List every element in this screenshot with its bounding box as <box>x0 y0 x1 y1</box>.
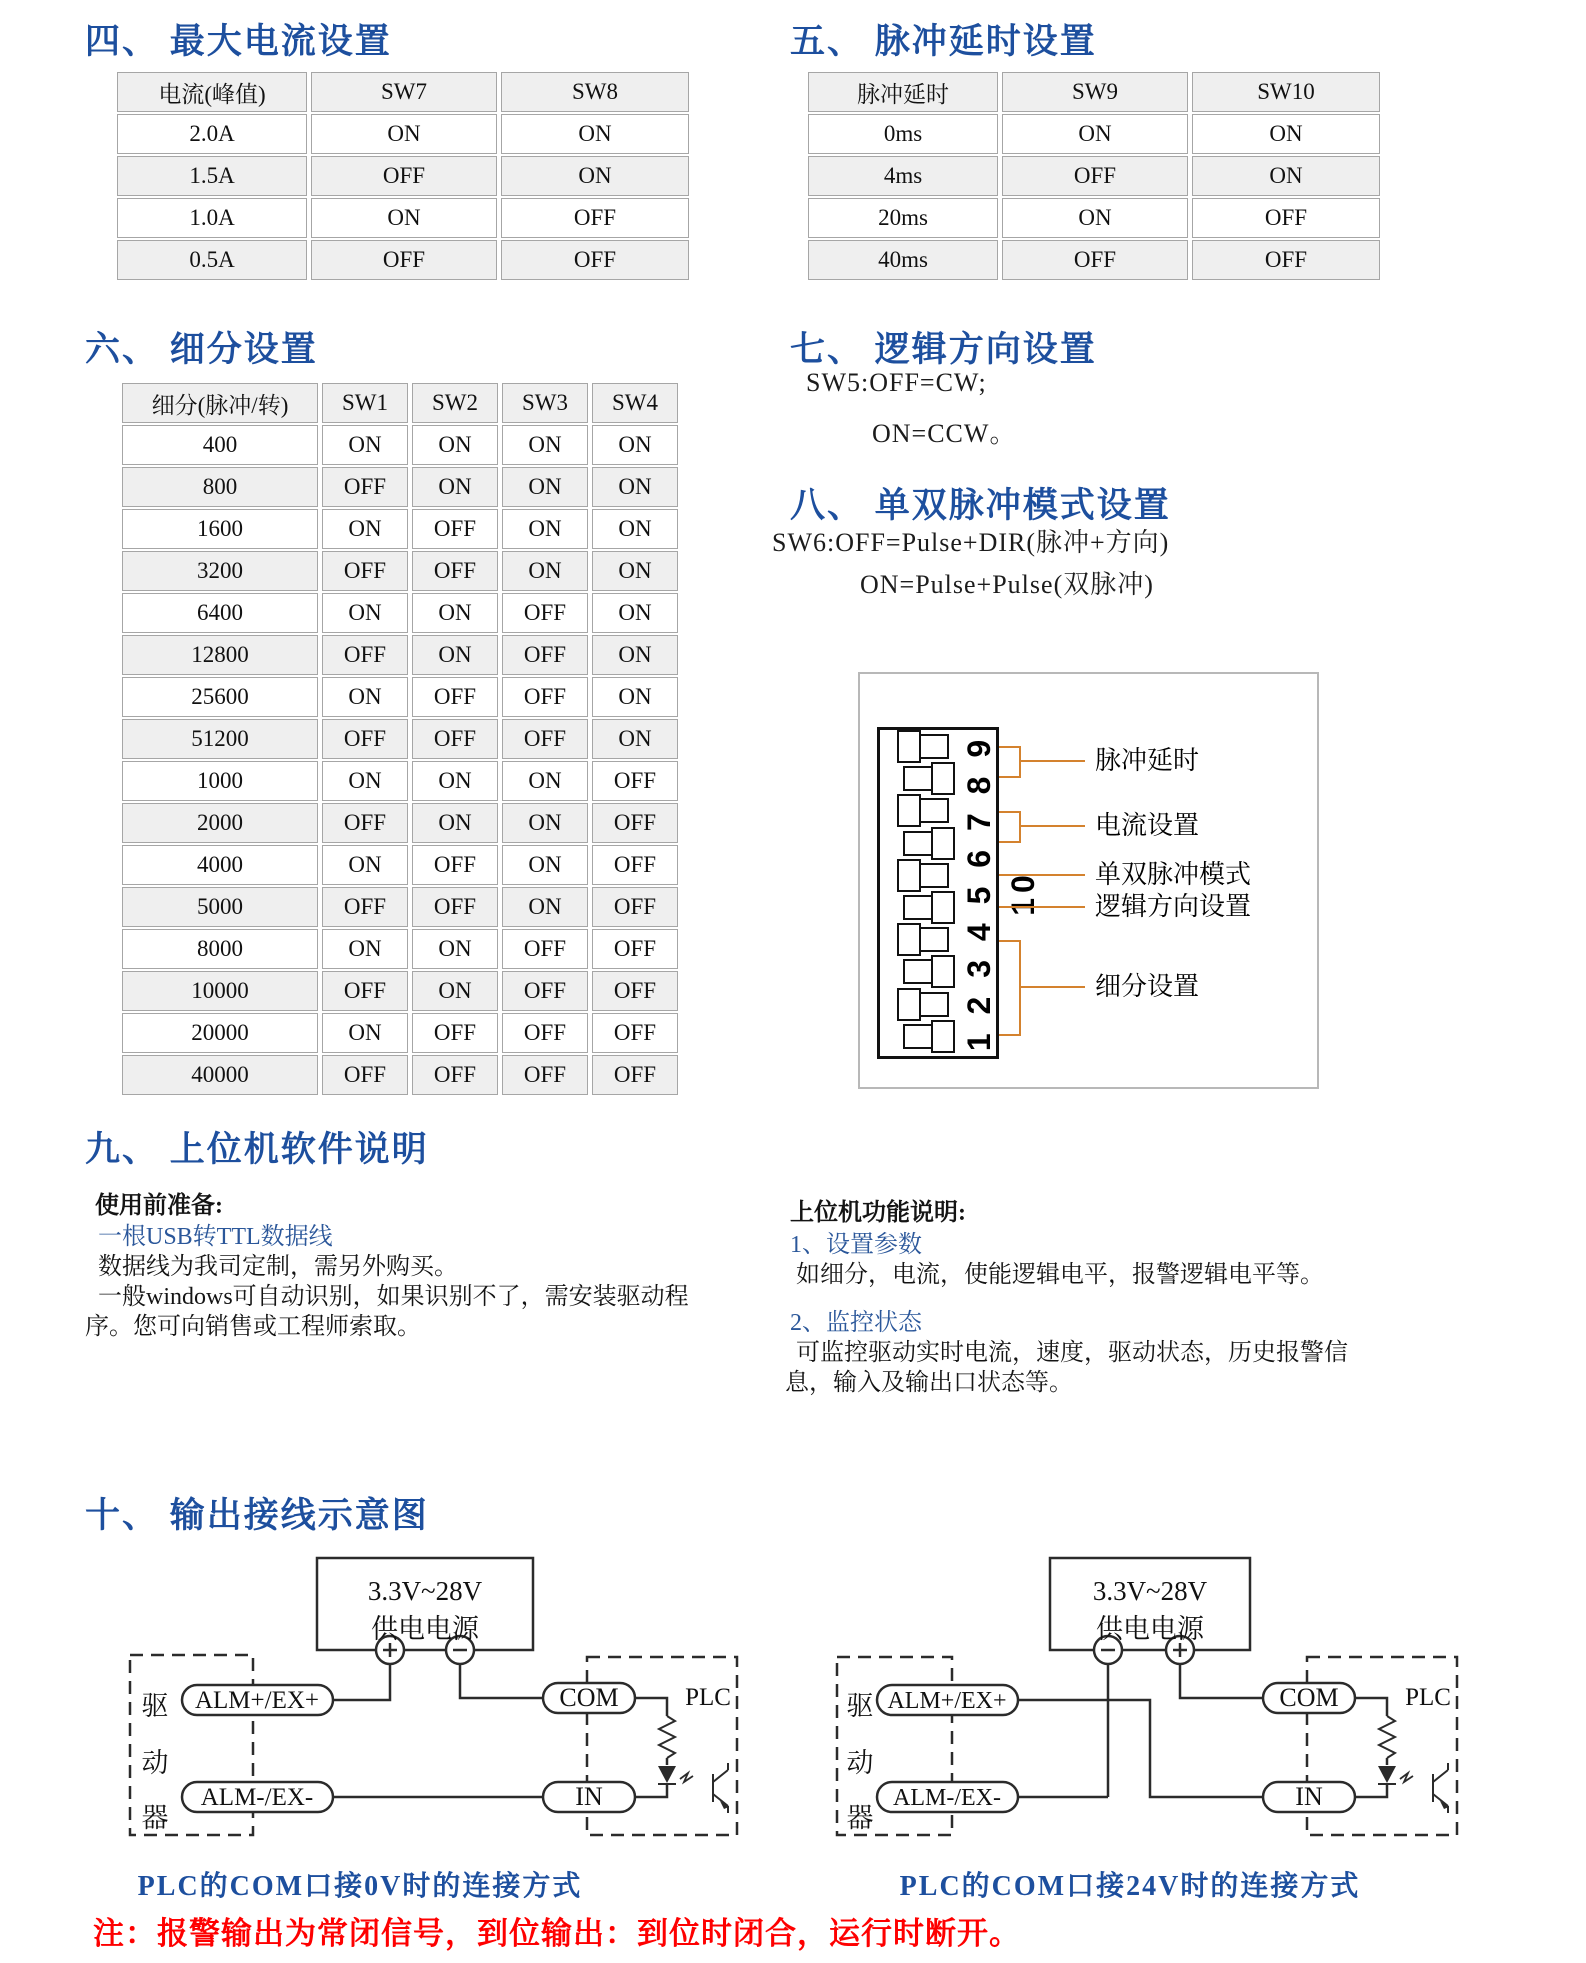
s9-right-line4: 2、监控状态 <box>790 1310 922 1336</box>
table-cell: ON <box>1002 114 1188 154</box>
driver-char-3: 器 <box>141 1803 169 1833</box>
plc-label: PLC <box>1405 1684 1451 1711</box>
section4-title: 四、 最大电流设置 <box>85 22 392 61</box>
table-cell: 2000 <box>122 803 318 843</box>
in-label: IN <box>575 1782 603 1811</box>
table-cell: 1000 <box>122 761 318 801</box>
dip-switch-10 <box>903 734 949 759</box>
table-row <box>122 635 678 675</box>
bracket-1-4-line <box>1021 986 1085 988</box>
table-cell: 2.0A <box>117 114 307 154</box>
table-cell: ON <box>412 635 498 675</box>
section10-title: 十、 输出接线示意图 <box>85 1496 429 1535</box>
dip-switch-9 <box>903 766 949 791</box>
table-cell: OFF <box>592 1055 678 1095</box>
dip-switch-6 <box>903 863 949 888</box>
dip-slider <box>931 1020 955 1053</box>
table-cell: ON <box>502 509 588 549</box>
dip-slider <box>897 988 921 1021</box>
table-cell: 25600 <box>122 677 318 717</box>
table-cell: OFF <box>322 719 408 759</box>
table-cell: ON <box>322 761 408 801</box>
table-row <box>122 677 678 717</box>
power-voltage-label: 3.3V~28V <box>367 1576 483 1606</box>
table-cell: ON <box>311 198 497 238</box>
in-label: IN <box>1295 1782 1323 1811</box>
s9-left-line2: 一根USB转TTL数据线 <box>98 1224 333 1250</box>
power-name-label: 供电电源 <box>1096 1614 1204 1644</box>
table-cell: ON <box>502 467 588 507</box>
dip-slider <box>897 923 921 956</box>
table-cell: ON <box>322 593 408 633</box>
table-cell: ON <box>502 803 588 843</box>
dip-switch-numbers: 1 2 3 4 5 6 7 8 9 10 <box>961 734 1041 1052</box>
table-row <box>122 467 678 507</box>
table-cell: 51200 <box>122 719 318 759</box>
wire-plus-to-com <box>1180 1664 1263 1698</box>
table-cell: ON <box>322 929 408 969</box>
table-cell: 6400 <box>122 593 318 633</box>
dip-switch-2 <box>903 992 949 1017</box>
table-cell: OFF <box>1192 240 1380 280</box>
label-pulse-delay: 脉冲延时 <box>1095 746 1200 775</box>
table-cell: ON <box>1002 198 1188 238</box>
table-cell: ON <box>412 467 498 507</box>
bracket-9-10 <box>999 746 1021 778</box>
table-cell: 细分(脉冲/转) <box>122 383 318 423</box>
table-cell: OFF <box>322 635 408 675</box>
wire-com-resistor <box>635 1698 667 1716</box>
table-cell: OFF <box>592 1013 678 1053</box>
table-cell: OFF <box>502 677 588 717</box>
table-cell: ON <box>502 887 588 927</box>
table-cell: 800 <box>122 467 318 507</box>
wiring-diagram-com-24v <box>810 1550 1470 1860</box>
table-cell: 8000 <box>122 929 318 969</box>
table-cell: SW10 <box>1192 72 1380 112</box>
label-pulse-mode: 单双脉冲模式 <box>1095 860 1252 889</box>
dip-slider <box>931 827 955 860</box>
s9-right-line5: 可监控驱动实时电流，速度，驱动状态，历史报警信 <box>796 1340 1348 1366</box>
table-cell: OFF <box>412 719 498 759</box>
table-row <box>122 425 678 465</box>
sw5-setting-text: SW5:OFF=CW; <box>806 368 987 397</box>
dip-switch-3 <box>903 959 949 984</box>
table-cell: OFF <box>502 593 588 633</box>
led-icon <box>1378 1766 1396 1783</box>
dip-switch-7 <box>903 831 949 856</box>
caption-com-24v: PLC的COM口接24V时的连接方式 <box>899 1871 1361 1902</box>
alm-plus-label: ALM+/EX+ <box>887 1688 1007 1714</box>
power-name-label: 供电电源 <box>371 1614 479 1644</box>
table-cell: OFF <box>322 551 408 591</box>
table-row <box>117 198 689 238</box>
plc-label: PLC <box>685 1684 731 1711</box>
dip-slider <box>931 955 955 988</box>
section7-title: 七、 逻辑方向设置 <box>790 330 1097 369</box>
table-cell: OFF <box>502 719 588 759</box>
table-cell: 10000 <box>122 971 318 1011</box>
optocoupler-light-icon <box>1400 1773 1413 1782</box>
table-cell: OFF <box>412 551 498 591</box>
table-cell: OFF <box>501 240 689 280</box>
pulse-delay-table <box>808 72 1380 280</box>
table-row <box>122 1013 678 1053</box>
table-cell: 电流(峰值) <box>117 72 307 112</box>
optocoupler-light-icon <box>680 1773 693 1782</box>
table-cell: OFF <box>502 1013 588 1053</box>
alarm-output-note: 注：报警输出为常闭信号，到位输出：到位时闭合，运行时断开。 <box>93 1916 1021 1951</box>
table-cell: OFF <box>592 971 678 1011</box>
table-cell: SW1 <box>322 383 408 423</box>
table-cell: OFF <box>1002 156 1188 196</box>
line-sw6 <box>999 874 1085 876</box>
table-cell: SW9 <box>1002 72 1188 112</box>
table-cell: OFF <box>592 803 678 843</box>
table-row <box>122 509 678 549</box>
driver-char-3: 器 <box>846 1803 874 1833</box>
wire-almplus-to-in <box>1018 1700 1263 1797</box>
table-cell: ON <box>412 761 498 801</box>
s9-right-line6: 息，输入及输出口状态等。 <box>785 1370 1073 1396</box>
table-cell: OFF <box>311 156 497 196</box>
table-cell: ON <box>502 845 588 885</box>
table-cell: ON <box>502 425 588 465</box>
dip-slider <box>897 730 921 763</box>
table-cell: 1.0A <box>117 198 307 238</box>
table-row <box>117 240 689 280</box>
table-cell: SW8 <box>501 72 689 112</box>
table-row <box>122 383 678 423</box>
line-sw5 <box>999 906 1085 908</box>
table-cell: ON <box>592 635 678 675</box>
com-label: COM <box>559 1683 619 1712</box>
table-cell: ON <box>592 719 678 759</box>
bracket-1-4 <box>999 940 1021 1036</box>
label-microstep: 细分设置 <box>1095 972 1200 1001</box>
sw5-on-text: ON=CCW。 <box>872 419 1017 448</box>
table-cell: OFF <box>412 845 498 885</box>
table-cell: OFF <box>322 467 408 507</box>
table-cell: ON <box>592 467 678 507</box>
table-cell: ON <box>322 677 408 717</box>
table-cell: SW7 <box>311 72 497 112</box>
table-row <box>122 761 678 801</box>
table-row <box>122 593 678 633</box>
microstep-table <box>122 383 678 1095</box>
caption-com-0v: PLC的COM口接0V时的连接方式 <box>137 1871 583 1902</box>
table-row <box>808 156 1380 196</box>
table-row <box>122 929 678 969</box>
table-cell: 4ms <box>808 156 998 196</box>
dip-switch-8 <box>903 798 949 823</box>
table-cell: OFF <box>322 971 408 1011</box>
table-cell: OFF <box>322 1055 408 1095</box>
table-row <box>122 971 678 1011</box>
max-current-table <box>117 72 689 280</box>
dip-slider <box>897 794 921 827</box>
dip-switch-figure <box>858 672 1319 1089</box>
driver-char-1: 驱 <box>141 1691 169 1721</box>
s9-left-line3: 数据线为我司定制，需另外购买。 <box>98 1254 458 1280</box>
table-cell: ON <box>502 551 588 591</box>
s9-right-line2: 1、设置参数 <box>790 1232 922 1258</box>
bracket-9-10-line <box>1021 760 1085 762</box>
table-cell: 5000 <box>122 887 318 927</box>
table-row <box>117 114 689 154</box>
table-cell: ON <box>412 929 498 969</box>
table-cell: 1.5A <box>117 156 307 196</box>
s9-left-line1: 使用前准备: <box>95 1193 223 1219</box>
table-cell: 12800 <box>122 635 318 675</box>
table-cell: 4000 <box>122 845 318 885</box>
table-cell: OFF <box>322 887 408 927</box>
table-row <box>808 114 1380 154</box>
table-cell: OFF <box>592 845 678 885</box>
driver-char-2: 动 <box>846 1748 874 1778</box>
table-cell: OFF <box>412 677 498 717</box>
table-cell: OFF <box>412 509 498 549</box>
section6-title: 六、 细分设置 <box>85 330 318 369</box>
table-cell: ON <box>322 509 408 549</box>
table-cell: ON <box>322 845 408 885</box>
wire-com-resistor <box>1355 1698 1387 1716</box>
alm-minus-label: ALM-/EX- <box>200 1784 314 1811</box>
label-direction: 逻辑方向设置 <box>1095 892 1252 921</box>
table-row <box>122 1055 678 1095</box>
table-cell: ON <box>311 114 497 154</box>
table-cell: ON <box>592 677 678 717</box>
table-cell: ON <box>1192 114 1380 154</box>
table-row <box>808 198 1380 238</box>
table-cell: ON <box>322 425 408 465</box>
section8-title: 八、 单双脉冲模式设置 <box>790 486 1171 525</box>
table-row <box>117 72 689 112</box>
table-row <box>122 803 678 843</box>
table-cell: OFF <box>502 1055 588 1095</box>
dip-switch-1 <box>903 1024 949 1049</box>
table-cell: OFF <box>592 887 678 927</box>
wire-minus-to-com <box>460 1664 543 1698</box>
wiring-diagram-com-0v <box>95 1550 755 1860</box>
wire-led-in <box>635 1784 667 1797</box>
label-current-setting: 电流设置 <box>1095 811 1200 840</box>
table-cell: 1600 <box>122 509 318 549</box>
dip-switch-4 <box>903 927 949 952</box>
table-cell: 40000 <box>122 1055 318 1095</box>
table-cell: OFF <box>322 803 408 843</box>
wire-led-in <box>1355 1784 1387 1797</box>
table-cell: 20ms <box>808 198 998 238</box>
table-cell: 0ms <box>808 114 998 154</box>
table-cell: 40ms <box>808 240 998 280</box>
led-icon <box>658 1766 676 1783</box>
table-cell: OFF <box>502 971 588 1011</box>
table-cell: OFF <box>592 929 678 969</box>
dip-slider <box>897 859 921 892</box>
table-cell: OFF <box>311 240 497 280</box>
s9-left-line4: 一般windows可自动识别，如果识别不了，需安装驱动程 <box>98 1284 689 1310</box>
table-row <box>122 887 678 927</box>
section5-title: 五、 脉冲延时设置 <box>790 22 1097 61</box>
table-row <box>122 719 678 759</box>
table-cell: OFF <box>412 887 498 927</box>
table-cell: OFF <box>502 635 588 675</box>
table-cell: ON <box>412 803 498 843</box>
table-cell: SW4 <box>592 383 678 423</box>
table-cell: 400 <box>122 425 318 465</box>
table-cell: OFF <box>1192 198 1380 238</box>
sw6-setting-text: SW6:OFF=Pulse+DIR(脉冲+方向) <box>772 528 1170 557</box>
table-cell: ON <box>592 551 678 591</box>
s9-left-line5: 序。您可向销售或工程师索取。 <box>85 1314 421 1340</box>
table-cell: ON <box>412 425 498 465</box>
table-cell: ON <box>501 156 689 196</box>
alm-plus-label: ALM+/EX+ <box>194 1687 320 1714</box>
table-cell: OFF <box>502 929 588 969</box>
table-cell: ON <box>592 593 678 633</box>
table-cell: ON <box>592 425 678 465</box>
dip-switch-5 <box>903 895 949 920</box>
power-voltage-label: 3.3V~28V <box>1092 1576 1208 1606</box>
table-cell: 0.5A <box>117 240 307 280</box>
com-label: COM <box>1279 1683 1339 1712</box>
s9-right-line1: 上位机功能说明: <box>790 1200 966 1226</box>
dip-slider <box>931 891 955 924</box>
table-cell: OFF <box>501 198 689 238</box>
table-cell: 20000 <box>122 1013 318 1053</box>
table-cell: ON <box>322 1013 408 1053</box>
table-cell: SW2 <box>412 383 498 423</box>
table-cell: OFF <box>412 1013 498 1053</box>
table-row <box>808 240 1380 280</box>
table-cell: 脉冲延时 <box>808 72 998 112</box>
sw6-on-text: ON=Pulse+Pulse(双脉冲) <box>860 570 1154 599</box>
resistor-icon <box>659 1716 675 1758</box>
dip-slider <box>931 762 955 795</box>
table-row <box>122 845 678 885</box>
alm-minus-label: ALM-/EX- <box>893 1785 1001 1811</box>
table-row <box>808 72 1380 112</box>
bracket-7-8-line <box>1021 825 1085 827</box>
table-cell: OFF <box>592 761 678 801</box>
wire-almplus-to-plus <box>333 1664 390 1700</box>
table-cell: ON <box>502 761 588 801</box>
table-cell: OFF <box>412 1055 498 1095</box>
table-cell: ON <box>412 971 498 1011</box>
driver-char-2: 动 <box>141 1748 169 1778</box>
table-cell: ON <box>501 114 689 154</box>
bracket-7-8 <box>999 811 1021 843</box>
table-cell: ON <box>412 593 498 633</box>
driver-char-1: 驱 <box>846 1691 874 1721</box>
section9-title: 九、 上位机软件说明 <box>85 1130 429 1169</box>
table-cell: ON <box>1192 156 1380 196</box>
s9-right-line3: 如细分，电流，使能逻辑电平，报警逻辑电平等。 <box>796 1262 1324 1288</box>
table-row <box>117 156 689 196</box>
resistor-icon <box>1379 1716 1395 1758</box>
table-cell: SW3 <box>502 383 588 423</box>
table-cell: 3200 <box>122 551 318 591</box>
table-cell: ON <box>592 509 678 549</box>
table-cell: OFF <box>1002 240 1188 280</box>
table-row <box>122 551 678 591</box>
